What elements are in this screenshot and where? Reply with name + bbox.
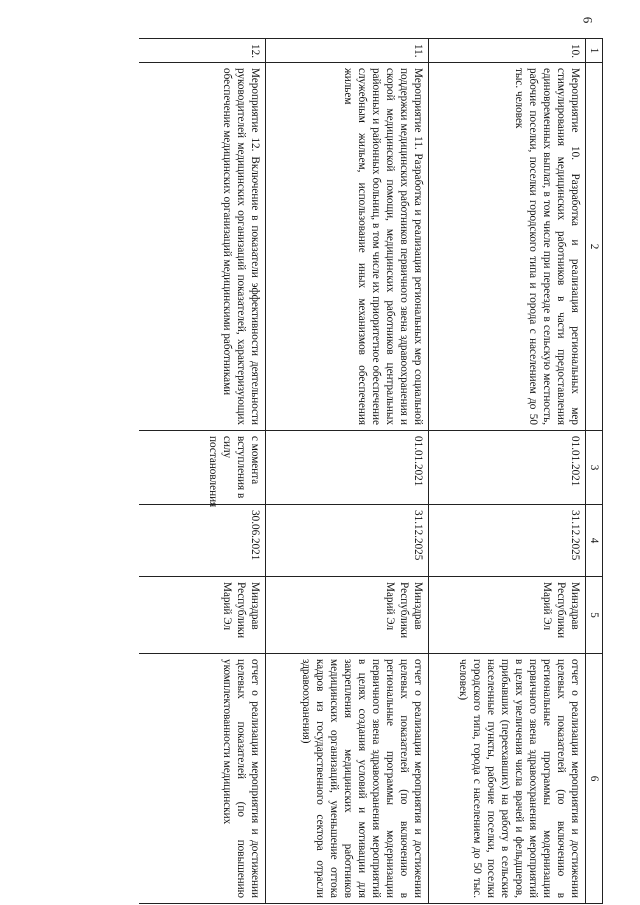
measure-description: Мероприятие 10. Разработка и реализация региональных мер стимулирования медицинских работников в части предоставления единовременных выплат, в том числе при переезде в сельскую местность, рабочие поселки, поселки городского типа и города с населением до 50 тыс. человек	[429, 63, 586, 431]
measures-table	[139, 38, 603, 904]
table-row	[266, 39, 429, 904]
rotated-table-container	[123, 38, 603, 903]
measure-description: Мероприятие 12. Включение в показатели эффективности деятельности руководителей медицинских организаций показателей, характеризующих обеспечение медицинских организаций медицинскими работниками	[139, 63, 266, 431]
column-header: 2	[586, 63, 603, 431]
column-header: 4	[586, 505, 603, 577]
end-date: 31.12.2025	[266, 505, 429, 577]
page-number: 6	[580, 16, 596, 24]
measure-description: Мероприятие 11. Разработка и реализация региональных мер социальной поддержки медицинских работников первичного звена здравоохранения и скорой медицинской помощи, медицинских работников центральных районных и районных больниц, в том числе их приоритетное обеспечение служебным жильем, использование иных механизмов обеспечения жильем	[266, 63, 429, 431]
responsible-executor: Минздрав Республики Марий Эл	[139, 577, 266, 654]
column-header: 6	[586, 654, 603, 904]
end-date: 30.06.2021	[139, 505, 266, 577]
column-header: 3	[586, 431, 603, 505]
table-row	[429, 39, 586, 904]
expected-result: отчет о реализации мероприятия и достижении целевых показателей (по включению в региональные программы модернизации первичного звена здравоохранения мероприятий в целях увеличения числа врачей и фельдшеров, прибывших (переехавших) на работу в сельские населенные пункты, рабочие поселки, поселки городского типа, города с населением до 50 тыс. человек)	[429, 654, 586, 904]
start-date: 01.01.2021	[266, 431, 429, 505]
start-date: 01.01.2021	[429, 431, 586, 505]
start-date: с момента вступления в силу постановления	[139, 431, 266, 505]
expected-result: отчет о реализации мероприятия и достижении целевых показателей (по включению в региональные программы модернизации первичного звена здравоохранения мероприятий в целях создания условий и мотивации для закрепления медицинских работников медицинских организаций, уменьшение оттока кадров из государственного сектора отрасли здравоохранения)	[266, 654, 429, 904]
expected-result: отчет о реализации мероприятия и достижении целевых показателей (по повышению укомплектованности медицинских	[139, 654, 266, 904]
column-header: 1	[586, 39, 603, 63]
column-header: 5	[586, 577, 603, 654]
end-date: 31.12.2025	[429, 505, 586, 577]
table-row	[139, 39, 266, 904]
responsible-executor: Минздрав Республики Марий Эл	[429, 577, 586, 654]
column-number-row	[586, 39, 603, 904]
responsible-executor: Минздрав Республики Марий Эл	[266, 577, 429, 654]
row-number: 10.	[429, 39, 586, 63]
row-number: 12.	[139, 39, 266, 63]
row-number: 11.	[266, 39, 429, 63]
